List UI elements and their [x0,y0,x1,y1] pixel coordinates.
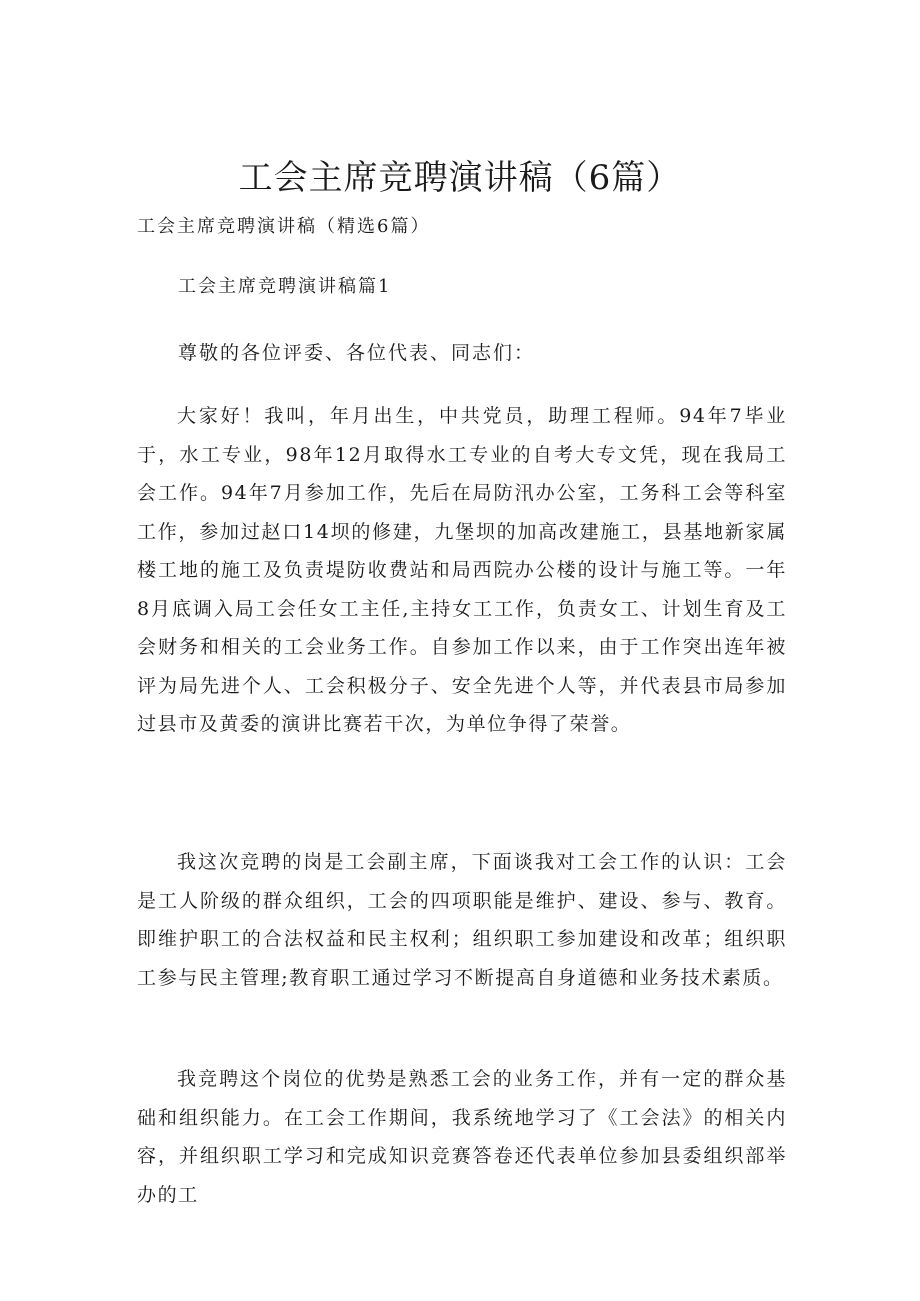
body-paragraph-2: 我这次竞聘的岗是工会副主席，下面谈我对工会工作的认识：工会是工人阶级的群众组织，工会的四项职能是维护、建设、参与、教育。即维护职工的合法权益和民主权利；组织职工参加建设和改革；组织职工参与民主管理;教育职工通过学习不断提高自身道德和业务技术素质。 [137,851,787,989]
salutation: 尊敬的各位评委、各位代表、同志们： [178,342,536,364]
section-heading: 工会主席竞聘演讲稿篇1 [178,276,392,297]
document-subtitle: 工会主席竞聘演讲稿（精选6篇） [137,216,431,237]
document-title: 工会主席竞聘演讲稿（6篇） [238,158,682,198]
body-paragraph-1: 大家好！我叫，年月出生，中共党员，助理工程师。94年7毕业于，水工专业，98年12月取得水工专业的自考大专文凭，现在我局工会工作。94年7月参加工作，先后在局防汛办公室，工务科工会等科室工作，参加过赵口14坝的修建，九堡坝的加高改建施工，县基地新家属楼工地的施工及负责堤防收费站和局西院办公楼的设计与施工等。一年8月底调入局工会任女工主任,主持女工工作，负责女工、计划生育及工会财务和相关的工会业务工作。自参加工作以来，由于工作突出连年被评为局先进个人、工会积极分子、安全先进个人等，并代表县市局参加过县市及黄委的演讲比赛若干次，为单位争得了荣誉。 [137,405,787,735]
body-paragraph-3: 我竞聘这个岗位的优势是熟悉工会的业务工作，并有一定的群众基础和组织能力。在工会工作期间，我系统地学习了《工会法》的相关内容，并组织职工学习和完成知识竞赛答卷还代表单位参加县委组织部举办的工 [137,1068,787,1206]
